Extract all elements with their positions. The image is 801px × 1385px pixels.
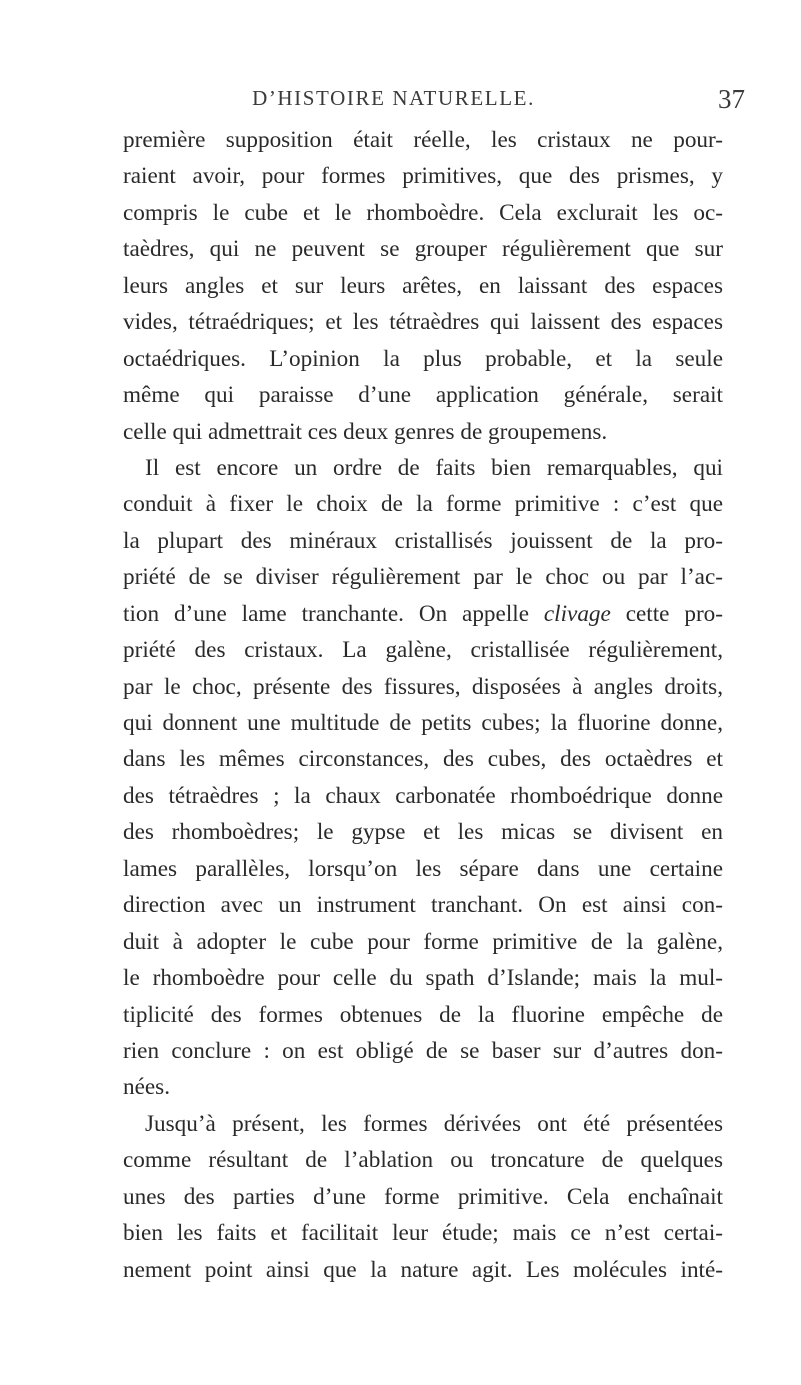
text-line: priété des cristaux. La galène, cristallisée régulièrement, — [123, 637, 723, 664]
text-line: nées. — [123, 1074, 170, 1101]
text-segment: cette pro- — [610, 600, 723, 627]
text-line: compris le cube et le rhomboèdre. Cela exclurait les oc- — [123, 199, 723, 226]
text-line: bien les faits et facilitait leur étude; mais ce n’est certai- — [123, 1220, 723, 1247]
text-line: des tétraèdres ; la chaux carbonatée rhomboédrique donne — [123, 782, 723, 809]
text-line: octaédriques. L’opinion la plus probable, et la seule — [123, 345, 723, 372]
text-line: raient avoir, pour formes primitives, que des prismes, y — [123, 163, 723, 190]
text-line: la plupart des minéraux cristallisés jouissent de la pro- — [123, 527, 723, 554]
text-line: duit à adopter le cube pour forme primitive de la galène, — [123, 928, 723, 955]
text-line: par le choc, présente des fissures, disposées à angles droits, — [123, 673, 723, 700]
text-line: direction avec un instrument tranchant. On est ainsi con- — [123, 892, 723, 919]
text-line: première supposition était réelle, les cristaux ne pour- — [123, 127, 723, 153]
text-line: lames parallèles, lorsqu’on les sépare dans une certaine — [123, 855, 723, 882]
text-line: Il est encore un ordre de faits bien remarquables, qui — [145, 454, 723, 481]
text-line: le rhomboèdre pour celle du spath d’Islande; mais la mul- — [123, 965, 723, 992]
text-segment: tion d’une lame tranchante. On appelle — [123, 600, 544, 627]
running-title: D’HISTOIRE NATURELLE. — [252, 86, 535, 110]
text-line: leurs angles et sur leurs arêtes, en laissant des espaces — [123, 272, 723, 299]
italic-term: clivage — [543, 600, 611, 627]
text-line: vides, tétraédriques; et les tétraèdres qui laissent des espaces — [123, 309, 723, 336]
text-line: nement point ainsi que la nature agit. Les molécules inté- — [123, 1256, 723, 1283]
text-line: qui donnent une multitude de petits cubes; la fluorine donne, — [123, 710, 723, 736]
running-head — [0, 86, 801, 116]
text-line: comme résultant de l’ablation ou troncature de quelques — [123, 1147, 723, 1174]
body-text — [123, 122, 723, 1288]
text-line: taèdres, qui ne peuvent se grouper régulièrement que sur — [123, 236, 723, 263]
text-line: unes des parties d’une forme primitive. Cela enchaînait — [123, 1183, 723, 1210]
text-line — [123, 596, 723, 632]
text-line: tiplicité des formes obtenues de la fluorine empêche de — [123, 1001, 723, 1028]
text-line: des rhomboèdres; le gypse et les micas se divisent en — [123, 819, 723, 846]
text-line: dans les mêmes circonstances, des cubes, des octaèdres et — [123, 746, 723, 773]
text-line: priété de se diviser régulièrement par le choc ou par l’ac- — [123, 564, 723, 591]
text-line: celle qui admettrait ces deux genres de groupemens. — [123, 418, 608, 445]
text-line: Jusqu’à présent, les formes dérivées ont été présentées — [145, 1110, 723, 1137]
text-line: même qui paraisse d’une application générale, serait — [123, 382, 723, 409]
page-number: 37 — [718, 84, 745, 114]
text-line: conduit à fixer le choix de la forme primitive : c’est que — [123, 491, 723, 518]
text-line: rien conclure : on est obligé de se baser sur d’autres don- — [123, 1037, 723, 1064]
